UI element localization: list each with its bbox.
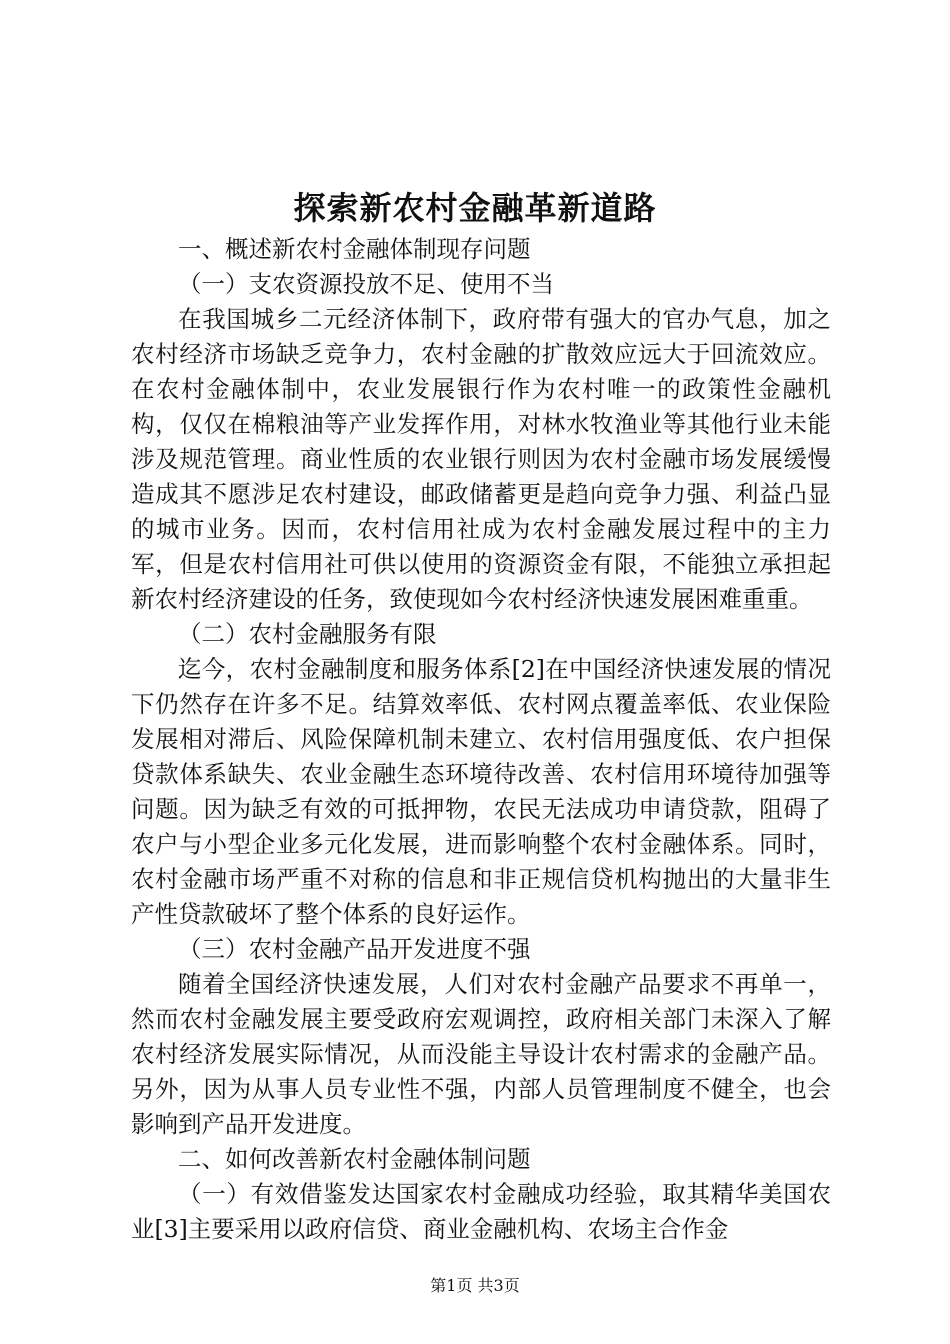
document-title: 探索新农村金融革新道路 xyxy=(293,189,657,227)
section-heading-2: 二、如何改善新农村金融体制问题 xyxy=(178,1145,531,1173)
subsection-heading-1-2: （二）农村金融服务有限 xyxy=(178,620,437,648)
subsection-heading-1-1: （一）支农资源投放不足、使用不当 xyxy=(178,270,554,298)
paragraph-1-3: 随着全国经济快速发展，人们对农村金融产品要求不再单一，然而农村金融发展主要受政府宏观调控，政府相关部门未深入了解农村经济发展实际情况，从而没能主导设计农村需求的金融产品。另外，因为从事人员专业性不强，内部人员管理制度不健全，也会影响到产品开发进度。 xyxy=(131,970,831,1138)
paragraph-1-1: 在我国城乡二元经济体制下，政府带有强大的官办气息，加之农村经济市场缺乏竞争力，农村金融的扩散效应远大于回流效应。在农村金融体制中，农业发展银行作为农村唯一的政策性金融机构，仅仅在棉粮油等产业发挥作用，对林水牧渔业等其他行业未能涉及规范管理。商业性质的农业银行则因为农村金融市场发展缓慢造成其不愿涉足农村建设，邮政储蓄更是趋向竞争力强、利益凸显的城市业务。因而，农村信用社成为农村金融发展过程中的主力军，但是农村信用社可供以使用的资源资金有限，不能独立承担起新农村经济建设的任务，致使现如今农村经济快速发展困难重重。 xyxy=(131,305,831,613)
page-footer: 第1页 共3页 xyxy=(430,1276,520,1295)
paragraph-1-2: 迄今，农村金融制度和服务体系[2]在中国经济快速发展的情况下仍然存在许多不足。结算效率低、农村网点覆盖率低、农业保险发展相对滞后、风险保障机制未建立、农村信用强度低、农户担保贷款体系缺失、农业金融生态环境待改善、农村信用环境待加强等问题。因为缺乏有效的可抵押物，农民无法成功申请贷款，阻碍了农户与小型企业多元化发展，进而影响整个农村金融体系。同时，农村金融市场严重不对称的信息和非正规信贷机构抛出的大量非生产性贷款破坏了整个体系的良好运作。 xyxy=(131,655,831,928)
paragraph-2-1: （一）有效借鉴发达国家农村金融成功经验，取其精华美国农业[3]主要采用以政府信贷、商业金融机构、农场主合作金 xyxy=(131,1180,831,1243)
document-body xyxy=(131,232,831,1247)
section-heading-1: 一、概述新农村金融体制现存问题 xyxy=(178,235,531,263)
subsection-heading-1-3: （三）农村金融产品开发进度不强 xyxy=(178,935,531,963)
